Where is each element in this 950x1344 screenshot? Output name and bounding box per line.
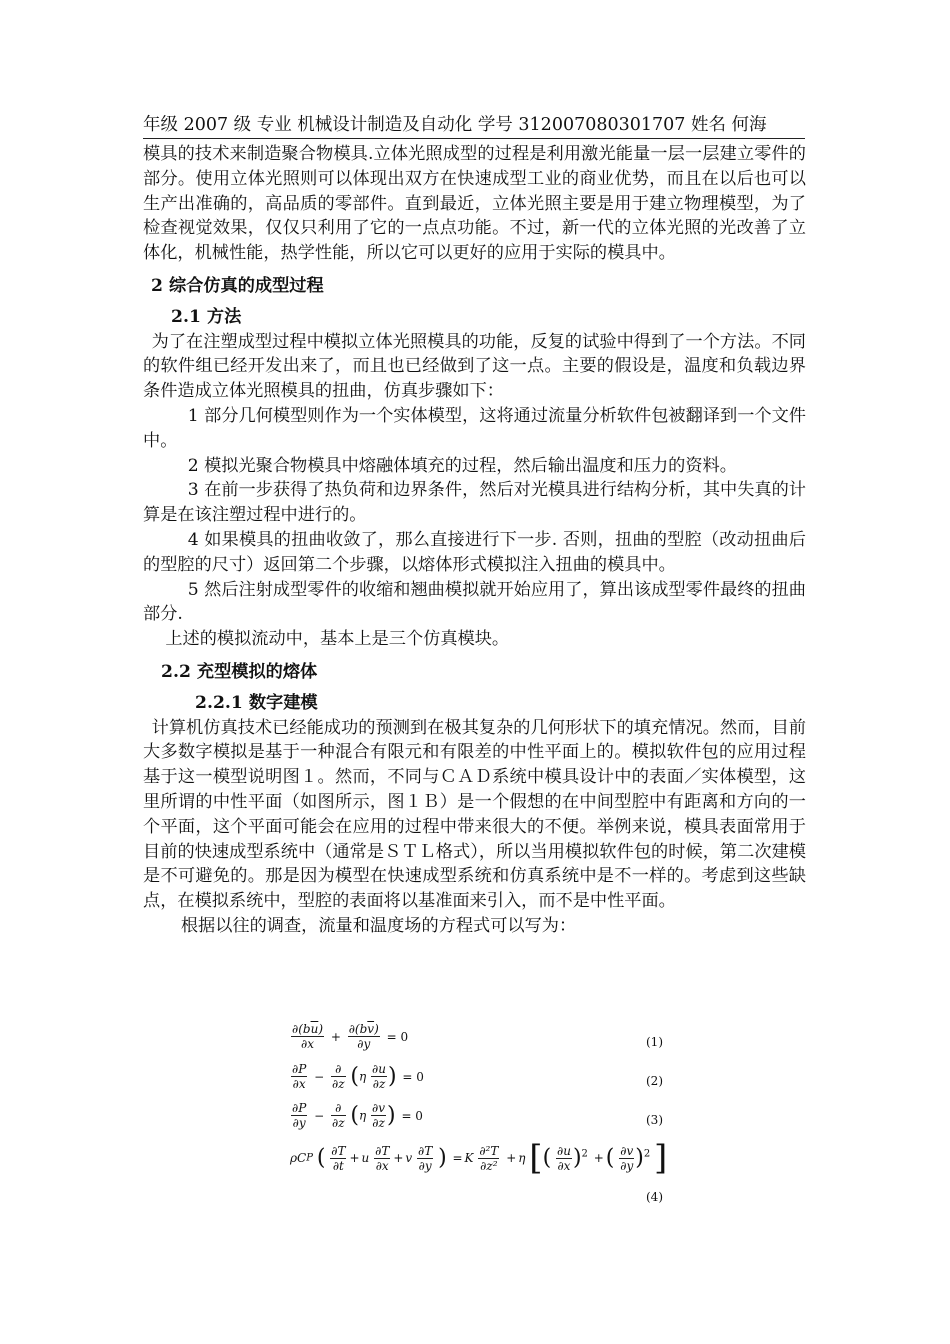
equation-number: (1) — [646, 1035, 663, 1049]
page-header: 年级 2007 级 专业 机械设计制造及自动化 学号 312007080301707 姓名 何海 — [143, 115, 767, 135]
equations-block — [290, 1022, 670, 1212]
equation-number: (3) — [646, 1113, 663, 1127]
equation-3: $\frac{\partial P}{\partial y}$ − $\frac{\partial}{\partial z}$ (η $\frac{\partial v}{\partial z}$ ) = 0 — [292, 1101, 423, 1130]
step-item: 1 部分几何模型则作为一个实体模型，这将通过流量分析软件包被翻译到一个文件中。 — [143, 405, 806, 451]
step-item: 5 然后注射成型零件的收缩和翘曲模拟就开始应用了，算出该成型零件最终的扭曲部分. — [143, 579, 806, 625]
header-rule — [143, 138, 805, 139]
equation-2: $\frac{\partial P}{\partial x}$ − $\frac{\partial}{\partial z}$ (η $\frac{\partial u}{\partial z}$ ) = 0 — [292, 1062, 424, 1091]
equation-number: (2) — [646, 1074, 663, 1088]
equation-1: $\frac{\partial(b\overline{u})}{\partial x}$ + $\frac{\partial(b\overline{v})}{\partial y}$ = 0 — [292, 1022, 409, 1051]
step-item: 2 模拟光聚合物模具中熔融体填充的过程，然后输出温度和压力的资料。 — [187, 455, 737, 476]
paragraph: 上述的模拟流动中，基本上是三个仿真模块。 — [165, 629, 510, 650]
section-heading: 2.2 充型模拟的熔体 — [161, 661, 318, 682]
document-body — [143, 142, 806, 939]
section-heading: 2 综合仿真的成型过程 — [151, 275, 324, 296]
equation-4: ρCP ( $\frac{\partial T}{\partial t}$ + u $\frac{\partial T}{\partial x}$ + v $\frac{\partial T}{\partial y}$ ) = K $\frac{\text{∂²T}}{\text{∂z²}}$ + η [( $\frac{\partial u}{\partial x}$ )$^2$ +( $\frac{\partial v}{\partial y}$ )$^2$ ] — [290, 1138, 668, 1178]
subsection-heading: 2.2.1 数字建模 — [195, 692, 318, 713]
paragraph: 模具的技术来制造聚合物模具.立体光照成型的过程是利用激光能量一层一层建立零件的部分。使用立体光照则可以体现出双方在快速成型工业的商业优势，而且在以后也可以生产出准确的，高品质的零部件。直到最近，立体光照主要是用于建立物理模型，为了检查视觉效果，仅仅只利用了它的一点点功能。不过，新一代的立体光照的光改善了立体化，机械性能，热学性能，所以它可以更好的应用于实际的模具中。 — [143, 144, 806, 264]
paragraph: 根据以往的调查，流量和温度场的方程式可以写为： — [180, 915, 577, 936]
subsection-heading: 2.1 方法 — [171, 306, 242, 327]
paragraph: 为了在注塑成型过程中模拟立体光照模具的功能，反复的试验中得到了一个方法。不同的软件组已经开发出来了，而且也已经做到了这一点。主要的假设是，温度和负载边界条件造成立体光照模具的扭曲，仿真步骤如下： — [143, 331, 806, 402]
step-item: 3 在前一步获得了热负荷和边界条件，然后对光模具进行结构分析，其中失真的计算是在该注塑过程中进行的。 — [143, 480, 806, 526]
paragraph: 计算机仿真技术已经能成功的预测到在极其复杂的几何形状下的填充情况。然而，目前大多数字模拟是基于一种混合有限元和有限差的中性平面上的。模拟软件包的应用过程基于这一模型说明图１。然而，不同与ＣＡＤ系统中模具设计中的表面／实体模型，这里所谓的中性平面（如图所示，图１Ｂ）是一个假想的在中间型腔中有距离和方向的一个平面，这个平面可能会在应用的过程中带来很大的不便。举例来说，模具表面常用于目前的快速成型系统中（通常是ＳＴＬ格式），所以当用模拟软件包的时候，第二次建模是不可避免的。那是因为模型在快速成型系统和仿真系统中是不一样的。考虑到这些缺点，在模拟系统中，型腔的表面将以基准面来引入，而不是中性平面。 — [143, 717, 806, 912]
equation-number: (4) — [646, 1190, 663, 1204]
step-item: 4 如果模具的扭曲收敛了，那么直接进行下一步. 否则，扭曲的型腔（改动扭曲后的型腔的尺寸）返回第二个步骤，以熔体形式模拟注入扭曲的模具中。 — [143, 529, 806, 575]
